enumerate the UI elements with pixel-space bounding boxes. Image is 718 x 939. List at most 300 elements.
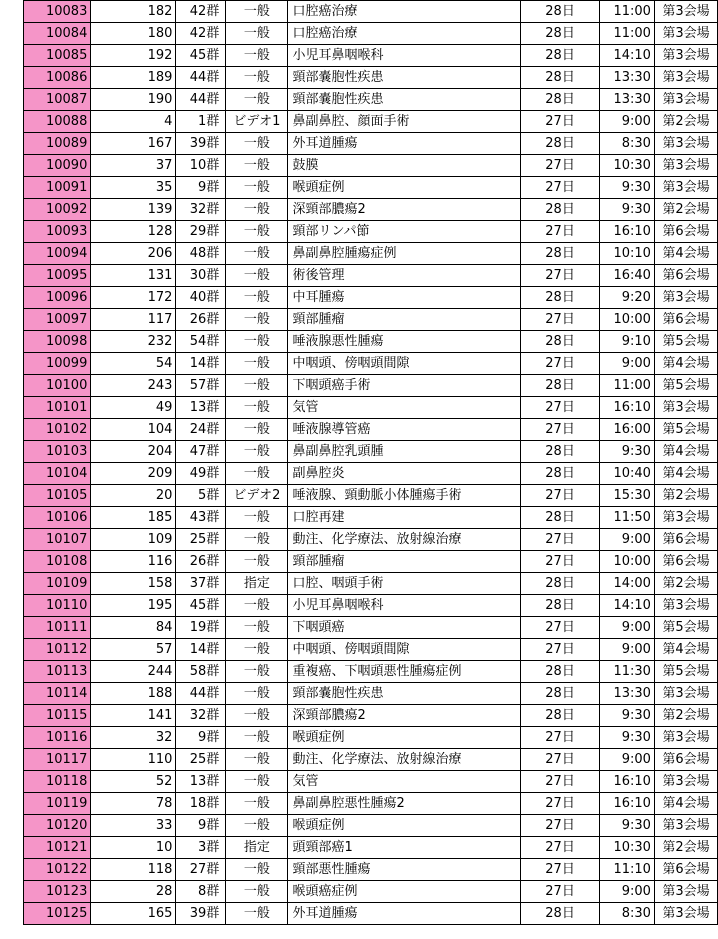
group-cell: 26群	[176, 309, 226, 331]
entry-id-cell: 10125	[24, 903, 91, 925]
date-cell: 27日	[521, 155, 600, 177]
entry-id-cell: 10118	[24, 771, 91, 793]
date-cell: 28日	[521, 573, 600, 595]
venue-cell: 第2会場	[654, 199, 717, 221]
time-cell: 9:10	[600, 331, 655, 353]
venue-cell: 第3会場	[654, 903, 717, 925]
venue-cell: 第5会場	[654, 419, 717, 441]
entry-number-cell: 128	[91, 221, 176, 243]
entry-id-cell: 10113	[24, 661, 91, 683]
venue-cell: 第6会場	[654, 309, 717, 331]
date-cell: 28日	[521, 243, 600, 265]
date-cell: 27日	[521, 551, 600, 573]
entry-number-cell: 52	[91, 771, 176, 793]
table-row	[24, 815, 718, 837]
venue-cell: 第3会場	[654, 45, 717, 67]
date-cell: 28日	[521, 133, 600, 155]
date-cell: 27日	[521, 793, 600, 815]
entry-number-cell: 165	[91, 903, 176, 925]
table-row	[24, 309, 718, 331]
session-type-cell: 一般	[226, 551, 288, 573]
table-row	[24, 573, 718, 595]
date-cell: 27日	[521, 177, 600, 199]
table-row	[24, 287, 718, 309]
group-cell: 44群	[176, 89, 226, 111]
topic-cell: 下咽頭癌手術	[288, 375, 521, 397]
date-cell: 28日	[521, 903, 600, 925]
session-type-cell: 一般	[226, 23, 288, 45]
venue-cell: 第5会場	[654, 617, 717, 639]
time-cell: 16:40	[600, 265, 655, 287]
session-type-cell: 一般	[226, 199, 288, 221]
table-row	[24, 265, 718, 287]
table-row	[24, 727, 718, 749]
date-cell: 27日	[521, 837, 600, 859]
date-cell: 28日	[521, 331, 600, 353]
session-type-cell: 一般	[226, 661, 288, 683]
session-type-cell: 一般	[226, 903, 288, 925]
entry-id-cell: 10106	[24, 507, 91, 529]
session-type-cell: 一般	[226, 1, 288, 23]
venue-cell: 第2会場	[654, 837, 717, 859]
entry-id-cell: 10108	[24, 551, 91, 573]
table-row	[24, 639, 718, 661]
session-type-cell: 一般	[226, 177, 288, 199]
group-cell: 14群	[176, 353, 226, 375]
venue-cell: 第2会場	[654, 485, 717, 507]
session-type-cell: 一般	[226, 397, 288, 419]
entry-id-cell: 10089	[24, 133, 91, 155]
venue-cell: 第3会場	[654, 727, 717, 749]
time-cell: 9:30	[600, 705, 655, 727]
table-row	[24, 793, 718, 815]
time-cell: 9:30	[600, 727, 655, 749]
table-row	[24, 771, 718, 793]
date-cell: 28日	[521, 683, 600, 705]
table-row	[24, 529, 718, 551]
entry-id-cell: 10122	[24, 859, 91, 881]
date-cell: 27日	[521, 529, 600, 551]
date-cell: 27日	[521, 639, 600, 661]
venue-cell: 第2会場	[654, 705, 717, 727]
entry-number-cell: 116	[91, 551, 176, 573]
entry-id-cell: 10096	[24, 287, 91, 309]
session-type-cell: 一般	[226, 683, 288, 705]
session-type-cell: 一般	[226, 859, 288, 881]
group-cell: 5群	[176, 485, 226, 507]
entry-id-cell: 10083	[24, 1, 91, 23]
venue-cell: 第6会場	[654, 529, 717, 551]
date-cell: 28日	[521, 595, 600, 617]
time-cell: 15:30	[600, 485, 655, 507]
time-cell: 9:30	[600, 815, 655, 837]
entry-id-cell: 10116	[24, 727, 91, 749]
group-cell: 32群	[176, 705, 226, 727]
group-cell: 14群	[176, 639, 226, 661]
entry-id-cell: 10104	[24, 463, 91, 485]
date-cell: 28日	[521, 1, 600, 23]
entry-number-cell: 28	[91, 881, 176, 903]
session-type-cell: 指定	[226, 573, 288, 595]
table-row	[24, 353, 718, 375]
entry-number-cell: 49	[91, 397, 176, 419]
group-cell: 49群	[176, 463, 226, 485]
entry-id-cell: 10085	[24, 45, 91, 67]
venue-cell: 第4会場	[654, 353, 717, 375]
session-type-cell: 一般	[226, 529, 288, 551]
session-type-cell: 一般	[226, 309, 288, 331]
entry-id-cell: 10111	[24, 617, 91, 639]
session-type-cell: 一般	[226, 243, 288, 265]
session-type-cell: ビデオ2	[226, 485, 288, 507]
venue-cell: 第6会場	[654, 551, 717, 573]
group-cell: 8群	[176, 881, 226, 903]
entry-number-cell: 195	[91, 595, 176, 617]
topic-cell: 鼻副鼻腔、顔面手術	[288, 111, 521, 133]
venue-cell: 第3会場	[654, 771, 717, 793]
venue-cell: 第6会場	[654, 859, 717, 881]
time-cell: 16:10	[600, 221, 655, 243]
entry-number-cell: 192	[91, 45, 176, 67]
group-cell: 37群	[176, 573, 226, 595]
entry-id-cell: 10095	[24, 265, 91, 287]
topic-cell: 頸部悪性腫瘍	[288, 859, 521, 881]
topic-cell: 小児耳鼻咽喉科	[288, 45, 521, 67]
group-cell: 58群	[176, 661, 226, 683]
group-cell: 43群	[176, 507, 226, 529]
date-cell: 28日	[521, 45, 600, 67]
topic-cell: 副鼻腔炎	[288, 463, 521, 485]
table-row	[24, 595, 718, 617]
time-cell: 11:10	[600, 859, 655, 881]
topic-cell: 唾液腺、頸動脈小体腫瘍手術	[288, 485, 521, 507]
entry-id-cell: 10086	[24, 67, 91, 89]
date-cell: 27日	[521, 309, 600, 331]
entry-number-cell: 167	[91, 133, 176, 155]
session-type-cell: 一般	[226, 221, 288, 243]
venue-cell: 第3会場	[654, 23, 717, 45]
time-cell: 10:40	[600, 463, 655, 485]
group-cell: 57群	[176, 375, 226, 397]
date-cell: 28日	[521, 441, 600, 463]
topic-cell: 喉頭症例	[288, 727, 521, 749]
date-cell: 28日	[521, 89, 600, 111]
group-cell: 42群	[176, 1, 226, 23]
session-type-cell: 一般	[226, 155, 288, 177]
venue-cell: 第6会場	[654, 265, 717, 287]
venue-cell: 第3会場	[654, 177, 717, 199]
session-type-cell: 一般	[226, 749, 288, 771]
table-row	[24, 67, 718, 89]
topic-cell: 唾液腺導管癌	[288, 419, 521, 441]
table-row	[24, 705, 718, 727]
entry-number-cell: 117	[91, 309, 176, 331]
group-cell: 39群	[176, 903, 226, 925]
entry-id-cell: 10092	[24, 199, 91, 221]
time-cell: 11:50	[600, 507, 655, 529]
time-cell: 10:00	[600, 551, 655, 573]
entry-number-cell: 32	[91, 727, 176, 749]
topic-cell: 口腔再建	[288, 507, 521, 529]
entry-number-cell: 109	[91, 529, 176, 551]
entry-id-cell: 10099	[24, 353, 91, 375]
table-row	[24, 617, 718, 639]
topic-cell: 頸部嚢胞性疾患	[288, 67, 521, 89]
entry-id-cell: 10109	[24, 573, 91, 595]
entry-number-cell: 189	[91, 67, 176, 89]
topic-cell: 頸部腫瘤	[288, 551, 521, 573]
date-cell: 27日	[521, 111, 600, 133]
time-cell: 14:00	[600, 573, 655, 595]
table-row	[24, 221, 718, 243]
session-type-cell: 一般	[226, 375, 288, 397]
entry-id-cell: 10100	[24, 375, 91, 397]
topic-cell: 頸部腫瘤	[288, 309, 521, 331]
entry-number-cell: 33	[91, 815, 176, 837]
topic-cell: 口腔、咽頭手術	[288, 573, 521, 595]
time-cell: 9:00	[600, 617, 655, 639]
session-type-cell: 一般	[226, 463, 288, 485]
group-cell: 32群	[176, 199, 226, 221]
topic-cell: 下咽頭癌	[288, 617, 521, 639]
time-cell: 9:00	[600, 881, 655, 903]
entry-number-cell: 209	[91, 463, 176, 485]
time-cell: 9:00	[600, 353, 655, 375]
topic-cell: 中咽頭、傍咽頭間隙	[288, 639, 521, 661]
entry-id-cell: 10097	[24, 309, 91, 331]
entry-number-cell: 180	[91, 23, 176, 45]
table-row	[24, 485, 718, 507]
time-cell: 16:00	[600, 419, 655, 441]
entry-number-cell: 20	[91, 485, 176, 507]
venue-cell: 第2会場	[654, 111, 717, 133]
date-cell: 28日	[521, 375, 600, 397]
table-row	[24, 683, 718, 705]
venue-cell: 第3会場	[654, 67, 717, 89]
session-type-cell: 一般	[226, 705, 288, 727]
group-cell: 13群	[176, 771, 226, 793]
table-row	[24, 749, 718, 771]
entry-id-cell: 10120	[24, 815, 91, 837]
time-cell: 16:10	[600, 793, 655, 815]
time-cell: 13:30	[600, 683, 655, 705]
entry-number-cell: 244	[91, 661, 176, 683]
table-row	[24, 133, 718, 155]
session-type-cell: 一般	[226, 771, 288, 793]
session-type-cell: 一般	[226, 595, 288, 617]
table-row	[24, 45, 718, 67]
date-cell: 27日	[521, 881, 600, 903]
session-type-cell: 一般	[226, 507, 288, 529]
topic-cell: 頭頸部癌1	[288, 837, 521, 859]
entry-number-cell: 104	[91, 419, 176, 441]
entry-id-cell: 10121	[24, 837, 91, 859]
venue-cell: 第4会場	[654, 639, 717, 661]
time-cell: 9:30	[600, 199, 655, 221]
table-row	[24, 177, 718, 199]
entry-number-cell: 185	[91, 507, 176, 529]
time-cell: 13:30	[600, 67, 655, 89]
date-cell: 27日	[521, 485, 600, 507]
session-type-cell: 一般	[226, 265, 288, 287]
session-type-cell: 一般	[226, 617, 288, 639]
entry-id-cell: 10084	[24, 23, 91, 45]
session-type-cell: 一般	[226, 815, 288, 837]
venue-cell: 第3会場	[654, 683, 717, 705]
entry-number-cell: 206	[91, 243, 176, 265]
group-cell: 29群	[176, 221, 226, 243]
entry-id-cell: 10107	[24, 529, 91, 551]
group-cell: 9群	[176, 727, 226, 749]
date-cell: 27日	[521, 397, 600, 419]
session-type-cell: 一般	[226, 727, 288, 749]
venue-cell: 第6会場	[654, 749, 717, 771]
entry-id-cell: 10105	[24, 485, 91, 507]
entry-id-cell: 10103	[24, 441, 91, 463]
group-cell: 10群	[176, 155, 226, 177]
table-row	[24, 507, 718, 529]
entry-id-cell: 10117	[24, 749, 91, 771]
table-row	[24, 331, 718, 353]
date-cell: 27日	[521, 771, 600, 793]
date-cell: 27日	[521, 617, 600, 639]
topic-cell: 動注、化学療法、放射線治療	[288, 529, 521, 551]
session-type-cell: 一般	[226, 639, 288, 661]
table-row	[24, 441, 718, 463]
time-cell: 16:10	[600, 397, 655, 419]
time-cell: 10:10	[600, 243, 655, 265]
time-cell: 14:10	[600, 45, 655, 67]
time-cell: 9:30	[600, 441, 655, 463]
entry-id-cell: 10123	[24, 881, 91, 903]
time-cell: 14:10	[600, 595, 655, 617]
group-cell: 9群	[176, 177, 226, 199]
date-cell: 27日	[521, 749, 600, 771]
table-row	[24, 397, 718, 419]
venue-cell: 第6会場	[654, 221, 717, 243]
group-cell: 44群	[176, 683, 226, 705]
table-row	[24, 1, 718, 23]
entry-number-cell: 190	[91, 89, 176, 111]
entry-number-cell: 37	[91, 155, 176, 177]
table-row	[24, 661, 718, 683]
time-cell: 10:30	[600, 155, 655, 177]
group-cell: 47群	[176, 441, 226, 463]
date-cell: 27日	[521, 859, 600, 881]
topic-cell: 口腔癌治療	[288, 23, 521, 45]
entry-id-cell: 10093	[24, 221, 91, 243]
venue-cell: 第3会場	[654, 595, 717, 617]
entry-number-cell: 182	[91, 1, 176, 23]
date-cell: 27日	[521, 419, 600, 441]
entry-number-cell: 188	[91, 683, 176, 705]
session-type-cell: 一般	[226, 353, 288, 375]
topic-cell: 喉頭症例	[288, 815, 521, 837]
venue-cell: 第4会場	[654, 463, 717, 485]
entry-id-cell: 10119	[24, 793, 91, 815]
group-cell: 42群	[176, 23, 226, 45]
group-cell: 26群	[176, 551, 226, 573]
session-type-cell: 一般	[226, 881, 288, 903]
venue-cell: 第3会場	[654, 287, 717, 309]
date-cell: 27日	[521, 353, 600, 375]
entry-number-cell: 131	[91, 265, 176, 287]
entry-id-cell: 10090	[24, 155, 91, 177]
venue-cell: 第3会場	[654, 89, 717, 111]
topic-cell: 鼻副鼻腔腫瘍症例	[288, 243, 521, 265]
entry-id-cell: 10102	[24, 419, 91, 441]
date-cell: 28日	[521, 67, 600, 89]
venue-cell: 第5会場	[654, 375, 717, 397]
topic-cell: 気管	[288, 397, 521, 419]
topic-cell: 術後管理	[288, 265, 521, 287]
entry-number-cell: 35	[91, 177, 176, 199]
session-type-cell: 一般	[226, 287, 288, 309]
entry-number-cell: 243	[91, 375, 176, 397]
date-cell: 27日	[521, 815, 600, 837]
group-cell: 45群	[176, 45, 226, 67]
topic-cell: 鼓膜	[288, 155, 521, 177]
entry-number-cell: 110	[91, 749, 176, 771]
table-row	[24, 111, 718, 133]
date-cell: 27日	[521, 221, 600, 243]
topic-cell: 鼻副鼻腔悪性腫瘍2	[288, 793, 521, 815]
venue-cell: 第4会場	[654, 243, 717, 265]
venue-cell: 第5会場	[654, 661, 717, 683]
entry-id-cell: 10088	[24, 111, 91, 133]
session-type-cell: 一般	[226, 331, 288, 353]
session-type-cell: 一般	[226, 133, 288, 155]
topic-cell: 喉頭癌症例	[288, 881, 521, 903]
table-row	[24, 155, 718, 177]
entry-id-cell: 10114	[24, 683, 91, 705]
table-row	[24, 463, 718, 485]
group-cell: 13群	[176, 397, 226, 419]
session-type-cell: 一般	[226, 793, 288, 815]
group-cell: 25群	[176, 749, 226, 771]
session-type-cell: 一般	[226, 45, 288, 67]
group-cell: 18群	[176, 793, 226, 815]
date-cell: 28日	[521, 507, 600, 529]
time-cell: 9:00	[600, 111, 655, 133]
table-row	[24, 375, 718, 397]
venue-cell: 第3会場	[654, 815, 717, 837]
topic-cell: 頸部嚢胞性疾患	[288, 683, 521, 705]
topic-cell: 重複癌、下咽頭悪性腫瘍症例	[288, 661, 521, 683]
group-cell: 48群	[176, 243, 226, 265]
entry-number-cell: 204	[91, 441, 176, 463]
venue-cell: 第4会場	[654, 793, 717, 815]
venue-cell: 第3会場	[654, 133, 717, 155]
topic-cell: 中耳腫瘍	[288, 287, 521, 309]
entry-id-cell: 10087	[24, 89, 91, 111]
venue-cell: 第4会場	[654, 441, 717, 463]
time-cell: 16:10	[600, 771, 655, 793]
session-type-cell: ビデオ1	[226, 111, 288, 133]
entry-number-cell: 139	[91, 199, 176, 221]
entry-id-cell: 10110	[24, 595, 91, 617]
venue-cell: 第2会場	[654, 573, 717, 595]
topic-cell: 喉頭症例	[288, 177, 521, 199]
entry-id-cell: 10098	[24, 331, 91, 353]
topic-cell: 中咽頭、傍咽頭間隙	[288, 353, 521, 375]
entry-id-cell: 10115	[24, 705, 91, 727]
group-cell: 27群	[176, 859, 226, 881]
topic-cell: 口腔癌治療	[288, 1, 521, 23]
time-cell: 11:30	[600, 661, 655, 683]
venue-cell: 第3会場	[654, 1, 717, 23]
entry-number-cell: 10	[91, 837, 176, 859]
